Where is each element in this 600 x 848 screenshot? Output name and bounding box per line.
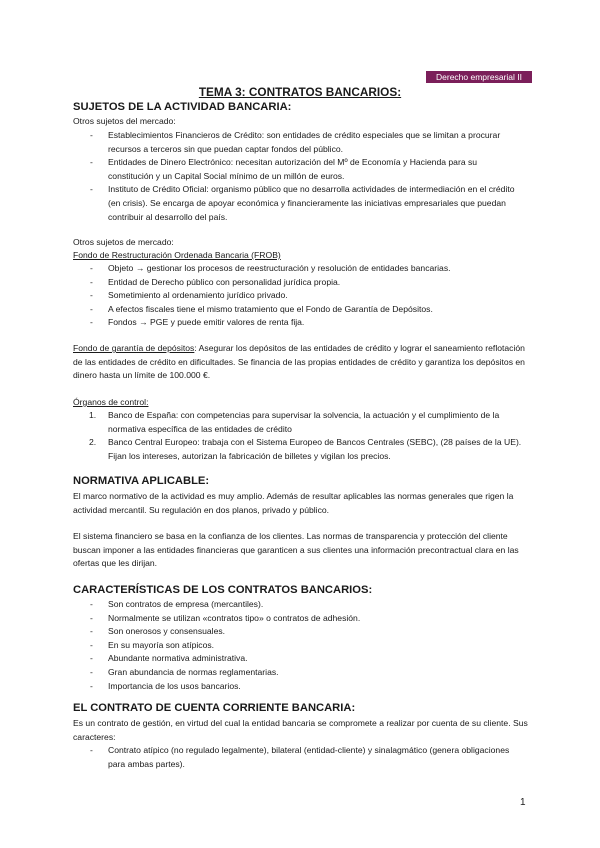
- fgd-paragraph: [73, 342, 535, 383]
- list-item: - Son onerosos y consensuales.: [0, 625, 518, 639]
- list-item: [0, 409, 522, 436]
- sujetos-list: [0, 129, 518, 224]
- list-number: 2.: [89, 437, 97, 448]
- fgd-text: : Asegurar los depósitos de las entidades de crédito y lograr el saneamiento reflotación de las entidades de crédito en dificultades. Se financia de las propias entidades de crédito y garantiza los depósitos en dinero hasta un límite de 100.000 €.: [73, 343, 525, 381]
- page-title: TEMA 3: CONTRATOS BANCARIOS:: [198, 85, 402, 99]
- cuenta-corriente-paragraph: Es un contrato de gestión, en virtud del cual la entidad bancaria se compromete a realizar por cuenta de su cliente. Sus caracteres:: [73, 718, 528, 742]
- section-heading-sujetos: SUJETOS DE LA ACTIVIDAD BANCARIA:: [73, 101, 292, 113]
- frob-list: [0, 262, 518, 330]
- list-item: - En su mayoría son atípicos.: [0, 639, 518, 653]
- fgd-label: Fondo de garantía de depósitos: [73, 343, 195, 353]
- list-item: - Entidad de Derecho público con personalidad jurídica propia.: [0, 276, 518, 290]
- list-number: 1.: [89, 410, 97, 420]
- cuenta-corriente-list: [0, 744, 518, 771]
- section-heading-normativa: NORMATIVA APLICABLE:: [73, 475, 210, 487]
- list-item: - Sometimiento al ordenamiento jurídico privado.: [0, 289, 518, 303]
- list-item: - A efectos fiscales tiene el mismo tratamiento que el Fondo de Garantía de Depósitos.: [0, 303, 518, 317]
- section-heading-cuenta-corriente: EL CONTRATO DE CUENTA CORRIENTE BANCARIA:: [73, 702, 356, 714]
- course-badge: Derecho empresarial II: [426, 71, 532, 83]
- list-item: [0, 436, 522, 463]
- intro-text-2: Otros sujetos de mercado:: [73, 237, 174, 247]
- list-text: Banco Central Europeo: trabaja con el Sistema Europeo de Bancos Centrales (SEBC), (28 países de la UE). Fijan los intereses, autorizan la fabricación de billetes y vigilan los precios.: [108, 437, 522, 461]
- list-item: - Establecimientos Financieros de Crédito: son entidades de crédito especiales que se limitan a procurar recursos a terceros sin que puedan captar fondos del público.: [0, 129, 518, 156]
- normativa-paragraph-1: El marco normativo de la actividad es muy amplio. Además de resultar aplicables las normas generales que rigen la actividad mercantil. Su regulación en dos planos, privado y público.: [73, 491, 514, 515]
- list-item: - Instituto de Crédito Oficial: organismo público que no desarrolla actividades de intermediación en el crédito (en crisis). Se encarga de apoyar económica y financieramente las iniciativas empresariales que puedan contribuir al desarrollo del país.: [0, 183, 518, 224]
- list-text: Banco de España: con competencias para supervisar la solvencia, la actuación y el cumplimiento de la normativa específica de las entidades de crédito: [108, 410, 500, 434]
- caracteristicas-list: [0, 598, 518, 693]
- frob-title: Fondo de Restructuración Ordenada Bancaria (FROB): [73, 250, 281, 260]
- list-item: - Normalmente se utilizan «contratos tipo» o contratos de adhesión.: [0, 612, 518, 626]
- list-item: - Fondos → PGE y puede emitir valores de renta fija.: [0, 316, 518, 330]
- list-item: - Abundante normativa administrativa.: [0, 652, 518, 666]
- list-item: - Objeto → gestionar los procesos de reestructuración y resolución de entidades bancarias.: [0, 262, 518, 276]
- list-item: - Son contratos de empresa (mercantiles).: [0, 598, 518, 612]
- organos-list: [0, 409, 522, 463]
- list-item: - Importancia de los usos bancarios.: [0, 680, 518, 694]
- list-item: - Contrato atípico (no regulado legalmente), bilateral (entidad-cliente) y sinalagmático (genera obligaciones para ambas partes).: [0, 744, 518, 771]
- section-heading-caracteristicas: CARACTERÍSTICAS DE LOS CONTRATOS BANCARIOS:: [73, 584, 373, 596]
- page-number: 1: [520, 797, 526, 808]
- normativa-paragraph-2: El sistema financiero se basa en la confianza de los clientes. Las normas de transparencia y protección del cliente buscan imponer a las entidades financieras que garanticen a sus clientes una información precontractual clara en las ofertas que les dirijan.: [73, 531, 519, 569]
- list-item: - Entidades de Dinero Electrónico: necesitan autorización del Mº de Economía y Hacienda para su constitución y un Capital Social mínimo de un millón de euros.: [0, 156, 518, 183]
- organos-title: Órganos de control:: [73, 397, 149, 407]
- intro-text: Otros sujetos del mercado:: [73, 116, 176, 126]
- list-item: - Gran abundancia de normas reglamentarias.: [0, 666, 518, 680]
